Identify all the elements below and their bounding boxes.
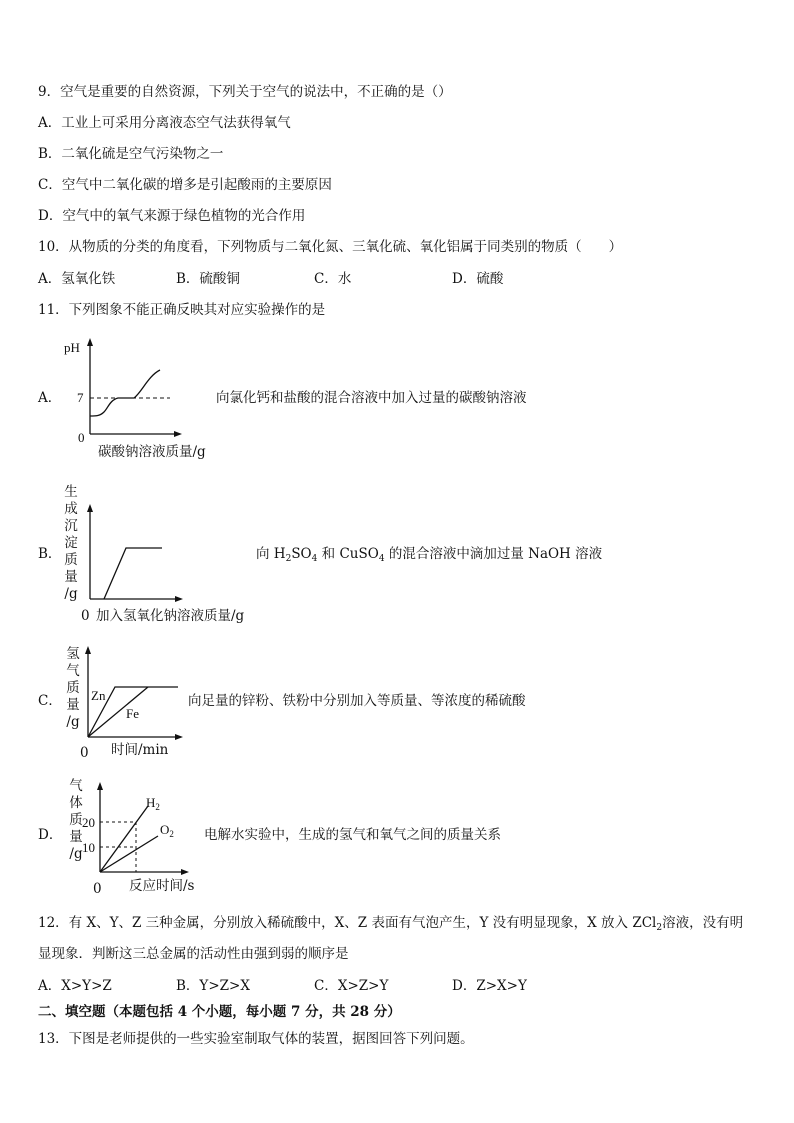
y-label-char: 氢 <box>66 646 80 662</box>
y-label-char: /g <box>69 846 83 862</box>
x-axis-arrow <box>175 596 183 602</box>
series-label-o2: $O_2$ <box>160 822 174 839</box>
curve-precipitate <box>104 548 162 599</box>
y-axis-arrow <box>85 646 91 654</box>
q12-option-b: B．Y>Z>X <box>176 978 250 994</box>
y-label-char: 沉 <box>64 518 78 534</box>
y-label-char: 生 <box>64 484 78 500</box>
q9-option-d: D．空气中的氧气来源于绿色植物的光合作用 <box>38 208 306 224</box>
q13-stem: 13．下图是老师提供的一些实验室制取气体的装置，据图回答下列问题。 <box>38 1031 474 1047</box>
series-label-fe: Fe <box>126 706 139 721</box>
q11-b-caption: 向 $H_2SO_4$ 和 CuSO$_4$ 的混合溶液中滴加过量 NaOH 溶液 <box>256 546 603 564</box>
q11-option-d-letter: D． <box>38 827 63 843</box>
q12-option-a: A．X>Y>Z <box>38 978 112 994</box>
y-label-char: 淀 <box>64 535 78 551</box>
q11-d-origin: 0 <box>93 881 102 897</box>
q10-option-c: C．水 <box>314 271 352 287</box>
q11-stem: 11．下列图象不能正确反映其对应实验操作的是 <box>38 302 326 318</box>
q12-stem-line1: 12．有 X、Y、Z 三种金属，分别放入稀硫酸中，X、Z 表面有气泡产生，Y 没有明显现象，X 放入 ZCl$_2$溶液，没有明 <box>38 915 744 933</box>
q10-stem: 10．从物质的分类的角度看，下列物质与二氧化氮、三氧化硫、氧化铝属于同类别的物质（ ） <box>38 239 623 255</box>
y-axis-arrow <box>87 338 93 346</box>
curve-o2 <box>100 836 158 872</box>
y-label-char: 体 <box>69 795 83 811</box>
q11-c-x-label: 时间/min <box>111 742 169 758</box>
q11-a-caption: 向氯化钙和盐酸的混合溶液中加入过量的碳酸钠溶液 <box>216 390 527 406</box>
y-axis-arrow <box>87 504 93 512</box>
x-axis-arrow <box>175 734 183 740</box>
series-label-h2: $H_2$ <box>146 795 160 812</box>
y-tick-7: 7 <box>77 390 84 405</box>
y-label-char: 量 <box>66 697 80 713</box>
q11-c-origin: 0 <box>80 745 89 761</box>
y-tick-10: 10 <box>82 840 95 855</box>
y-label-char: 量 <box>69 829 83 845</box>
y-label-char: 气 <box>66 663 80 679</box>
q11-c-caption: 向足量的锌粉、铁粉中分别加入等质量、等浓度的稀硫酸 <box>188 693 526 709</box>
q11-b-origin: 0 <box>81 608 90 624</box>
q10-option-d: D．硫酸 <box>452 271 504 287</box>
q9-option-b: B．二氧化硫是空气污染物之一 <box>38 146 224 162</box>
origin: 0 <box>78 430 85 445</box>
y-label-char: 气 <box>69 778 83 794</box>
series-label-zn: Zn <box>91 688 106 703</box>
section-heading: 二、填空题（本题包括 4 个小题，每小题 7 分，共 28 分） <box>38 1004 401 1020</box>
y-label-char: /g <box>66 714 80 730</box>
q9-option-a: A．工业上可采用分离液态空气法获得氧气 <box>38 115 291 131</box>
q11-graph-c <box>82 640 192 744</box>
q12-option-c: C．X>Z>Y <box>314 978 389 994</box>
q11-graph-d <box>80 776 190 880</box>
y-label-char: 成 <box>64 501 78 517</box>
curve-h2 <box>100 806 148 872</box>
q10-option-a: A．氢氧化铁 <box>38 271 116 287</box>
q11-option-b-letter: B． <box>38 546 62 562</box>
q10-option-b: B．硫酸铜 <box>176 271 240 287</box>
y-label: pH <box>64 340 80 355</box>
y-label-char: 量 <box>64 569 78 585</box>
q9-option-c: C．空气中二氧化碳的增多是引起酸雨的主要原因 <box>38 177 332 193</box>
q11-option-c-letter: C． <box>38 693 62 709</box>
y-tick-20: 20 <box>82 815 95 830</box>
q12-option-d: D．Z>X>Y <box>452 978 527 994</box>
q11-graph-b <box>80 498 190 608</box>
q11-b-x-label: 加入氢氧化钠溶液质量/g <box>96 608 245 624</box>
y-label-char: 质 <box>69 812 83 828</box>
y-label-char: 质 <box>66 680 80 696</box>
curve-ph <box>90 370 160 416</box>
y-label-char: 质 <box>64 552 78 568</box>
q9-stem: 9．空气是重要的自然资源，下列关于空气的说法中，不正确的是（） <box>38 84 452 100</box>
q11-c-y-label <box>64 646 82 731</box>
q11-a-x-label: 碳酸钠溶液质量/g <box>98 444 206 460</box>
q11-d-caption: 电解水实验中，生成的氢气和氧气之间的质量关系 <box>204 827 501 843</box>
x-axis-arrow <box>174 431 182 437</box>
q11-b-y-label <box>64 484 78 603</box>
q12-stem-line2: 显现象．判断这三总金属的活动性由强到弱的顺序是 <box>38 946 349 962</box>
y-axis-arrow <box>97 782 103 790</box>
x-axis-arrow <box>181 869 189 875</box>
q11-option-a-letter: A． <box>38 390 62 406</box>
q11-d-x-label: 反应时间/s <box>129 878 195 894</box>
y-label-char: /g <box>64 586 78 602</box>
